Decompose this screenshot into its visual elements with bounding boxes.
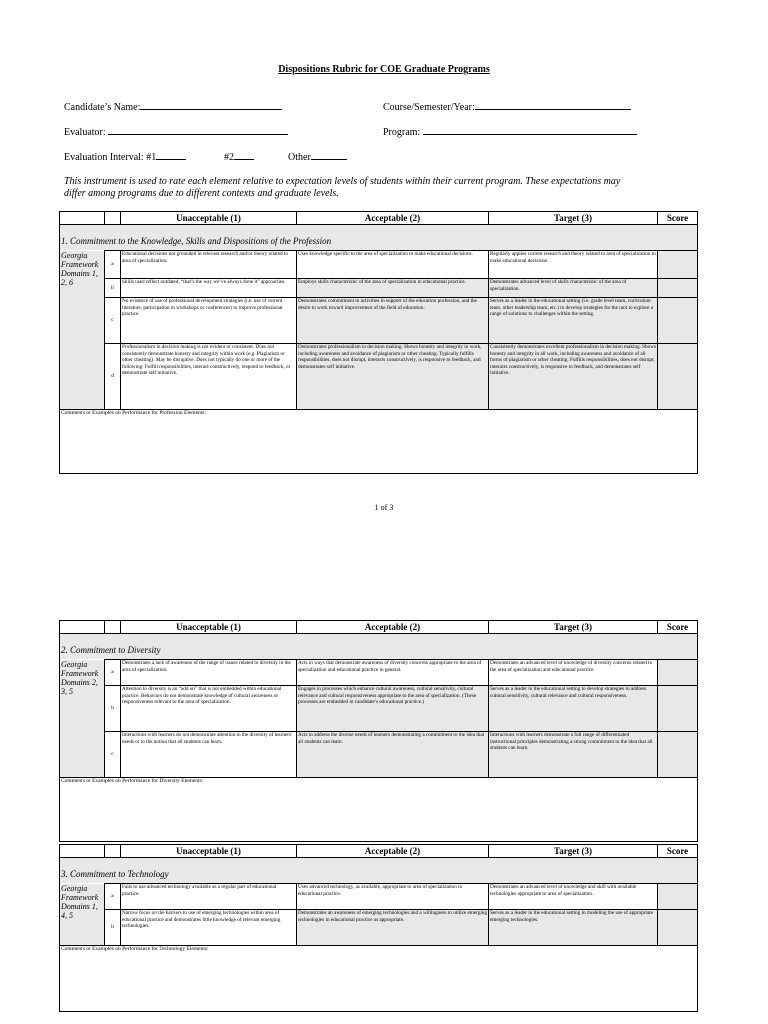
row-letter: b xyxy=(105,910,121,946)
cell-target: Serves as a leader in the educational setting in modeling the use of appropriate emerging technologies. xyxy=(489,910,658,946)
evaluator-label: Evaluator: xyxy=(64,127,106,138)
candidate-name-field[interactable] xyxy=(64,100,282,113)
cell-acceptable: Demonstrates commitment to activities in support of the education profession, and the desire to work toward improvement of the field of education. xyxy=(297,298,489,344)
header-target: Target (3) xyxy=(489,845,658,858)
cell-acceptable: Acts in ways that demonstrate awareness of diversity concerns appropriate to the area of specialization and educational practice in general. xyxy=(297,660,489,686)
page-title: Dispositions Rubric for COE Graduate Programs xyxy=(278,64,490,75)
header-acceptable: Acceptable (2) xyxy=(297,621,489,634)
cell-acceptable: Employs skills characteristic of the area of specialization in educational practice. xyxy=(297,279,489,298)
header-unacceptable: Unacceptable (1) xyxy=(121,845,297,858)
row-letter: c xyxy=(105,298,121,344)
row-letter: b xyxy=(105,686,121,732)
evaluation-interval-2[interactable] xyxy=(224,150,254,163)
header-target: Target (3) xyxy=(489,212,658,225)
cell-acceptable: Uses knowledge specific to the area of specialization to make educational decisions. xyxy=(297,251,489,279)
course-field[interactable] xyxy=(383,100,631,113)
row-letter: c xyxy=(105,732,121,778)
cell-target: Serves as a leader in the educational setting (i.e. grade level team, curriculum team, other leadership team, etc.) to develop strategies for the unit to explore a range of solutions to challenges within the setting. xyxy=(489,298,658,344)
score-cell[interactable] xyxy=(658,251,698,279)
cell-unacceptable: Narrow focus on the barriers to use of emerging technologies within area of educational practice and demonstrates little knowledge of relevant emerging technologies. xyxy=(121,910,297,946)
evaluation-interval-1[interactable] xyxy=(64,150,186,163)
score-cell[interactable] xyxy=(658,298,698,344)
cell-unacceptable: Educational decisions not grounded in relevant research and/or theory related to area of specialization. xyxy=(121,251,297,279)
cell-target: Serves as a leader in the educational setting to develop strategies to address cultural sensitivity, cultural relevance and cultural responsiveness. xyxy=(489,686,658,732)
score-cell[interactable] xyxy=(658,686,698,732)
rubric-table-technology xyxy=(59,844,698,1012)
cell-target: Consistently demonstrates excellent professionalism in decision making. Shows honesty and integrity in all work, including awareness and avoidance of all forms of plagiarism or other cheating. Fulfills responsibilities, does not disrupt, interacts constructively, is responsive to feedback, and demonstrates self initiative. xyxy=(489,344,658,410)
row-letter: b xyxy=(105,279,121,298)
evaluator-field[interactable] xyxy=(64,125,288,138)
cell-unacceptable: Skills used reflect outdated, “that’s the way we’ve always done it” approaches. xyxy=(121,279,297,298)
cell-unacceptable: Fails to use advanced technology available as a regular part of educational practice. xyxy=(121,884,297,910)
candidate-name-label: Candidate’s Name: xyxy=(64,102,141,113)
header-score: Score xyxy=(658,621,698,634)
program-field[interactable] xyxy=(383,125,637,138)
row-letter: a xyxy=(105,884,121,910)
header-score: Score xyxy=(658,845,698,858)
cell-target: Demonstrates an advanced level of knowledge and skill with available technologies appropriate to area of specialization. xyxy=(489,884,658,910)
section-title: 2. Commitment to Diversity xyxy=(60,634,698,660)
cell-acceptable: Demonstrates an awareness of emerging technologies and a willingness to utilize emerging technologies in educational practice as appropriate. xyxy=(297,910,489,946)
header-acceptable: Acceptable (2) xyxy=(297,845,489,858)
section-title: 1. Commitment to the Knowledge, Skills and Dispositions of the Profession xyxy=(60,225,698,251)
cell-unacceptable: Demonstrates a lack of awareness of the range of issues related to diversity in the area of specialization. xyxy=(121,660,297,686)
cell-unacceptable: Professionalism in decision making is not evident or consistent. Does not consistently demonstrate honesty and integrity within work (e.g. Plagiarism or other cheating). May be disruptive. Does not typically do one or more of the following: Fulfill responsibilities, interact constructively, respond to feedback, or demonstrate self initiative. xyxy=(121,344,297,410)
rubric-table-profession xyxy=(59,211,698,474)
course-label: Course/Semester/Year: xyxy=(383,102,475,113)
intro-text: This instrument is used to rate each element relative to expectation levels of students within their current program. These expectations may differ among programs due to different contexts and graduate levels. xyxy=(64,176,621,199)
cell-acceptable: Acts to address the diverse needs of learners demonstrating a commitment to the idea that all students can learn. xyxy=(297,732,489,778)
page-number: 1 of 3 xyxy=(374,503,394,512)
section-title: 3. Commitment to Technology xyxy=(60,858,698,884)
cell-target: Regularly applies current research and theory related to area of specialization to make educational decisions. xyxy=(489,251,658,279)
header-target: Target (3) xyxy=(489,621,658,634)
score-cell[interactable] xyxy=(658,279,698,298)
header-unacceptable: Unacceptable (1) xyxy=(121,212,297,225)
interval2-label: #2 xyxy=(224,152,234,163)
other-label: Other xyxy=(288,152,311,163)
cell-acceptable: Demonstrates professionalism in decision making. Shows honesty and integrity in work, including awareness and avoidance of plagiarism or other cheating. Typically fulfills responsibilities, does not disrupt, interacts constructively, is responsive to feedback, and demonstrates self initiative. xyxy=(297,344,489,410)
cell-unacceptable: Interactions with learners do not demonstrate attention to the diversity of learners’ needs or to the notion that all students can learn. xyxy=(121,732,297,778)
program-label: Program: xyxy=(383,127,421,138)
row-letter: a xyxy=(105,660,121,686)
cell-target: Demonstrates an advanced level of knowledge of diversity concerns related to the area of specialization and educational practice. xyxy=(489,660,658,686)
score-cell[interactable] xyxy=(658,884,698,910)
blank-header xyxy=(60,212,105,225)
row-letter: a xyxy=(105,251,121,279)
cell-target: Demonstrates advanced level of skills characteristic of the area of specialization. xyxy=(489,279,658,298)
header-unacceptable: Unacceptable (1) xyxy=(121,621,297,634)
interval-label: Evaluation Interval: #1 xyxy=(64,152,157,163)
rubric-table-diversity xyxy=(59,620,698,842)
comments-box[interactable]: Comments or Examples on Performance for Profession Elements: xyxy=(60,410,698,474)
header-score: Score xyxy=(658,212,698,225)
score-cell[interactable] xyxy=(658,910,698,946)
score-cell[interactable] xyxy=(658,732,698,778)
cell-target: Interactions with learners demonstrate a full range of differentiated instructional principles demonstrating a strong commitment to the idea that all students can learn. xyxy=(489,732,658,778)
framework-domains: Georgia Framework Domains 2, 3, 5 xyxy=(60,660,105,778)
score-cell[interactable] xyxy=(658,344,698,410)
comments-box[interactable]: Comments or Examples on Performance for Technology Elements: xyxy=(60,946,698,1012)
header-acceptable: Acceptable (2) xyxy=(297,212,489,225)
row-letter: d xyxy=(105,344,121,410)
framework-domains: Georgia Framework Domains 1, 4, 5 xyxy=(60,884,105,946)
score-cell[interactable] xyxy=(658,660,698,686)
cell-acceptable: Engages in processes which enhance cultural awareness, cultural sensitivity, cultural relevance and cultural responsiveness appropriate to the area of specialization. (These processes are embedded in candidate’s educational practice.) xyxy=(297,686,489,732)
comments-box[interactable]: Comments or Examples on Performance for Diversity Elements: xyxy=(60,778,698,842)
cell-acceptable: Uses advanced technology, as available, appropriate to area of specialization in educational practice. xyxy=(297,884,489,910)
framework-domains: Georgia Framework Domains 1, 2, 6 xyxy=(60,251,105,410)
cell-unacceptable: Attention to diversity is an “add on” that is not embedded within educational practice. Behaviors do not demonstrate knowledge of cultural awareness or responsiveness relevant to the area of specialization. xyxy=(121,686,297,732)
evaluation-interval-other[interactable] xyxy=(288,150,347,163)
cell-unacceptable: No evidence of use of professional development strategies (i.e. use of current literature, participation in workshops or conferences) to improve professional practice. xyxy=(121,298,297,344)
